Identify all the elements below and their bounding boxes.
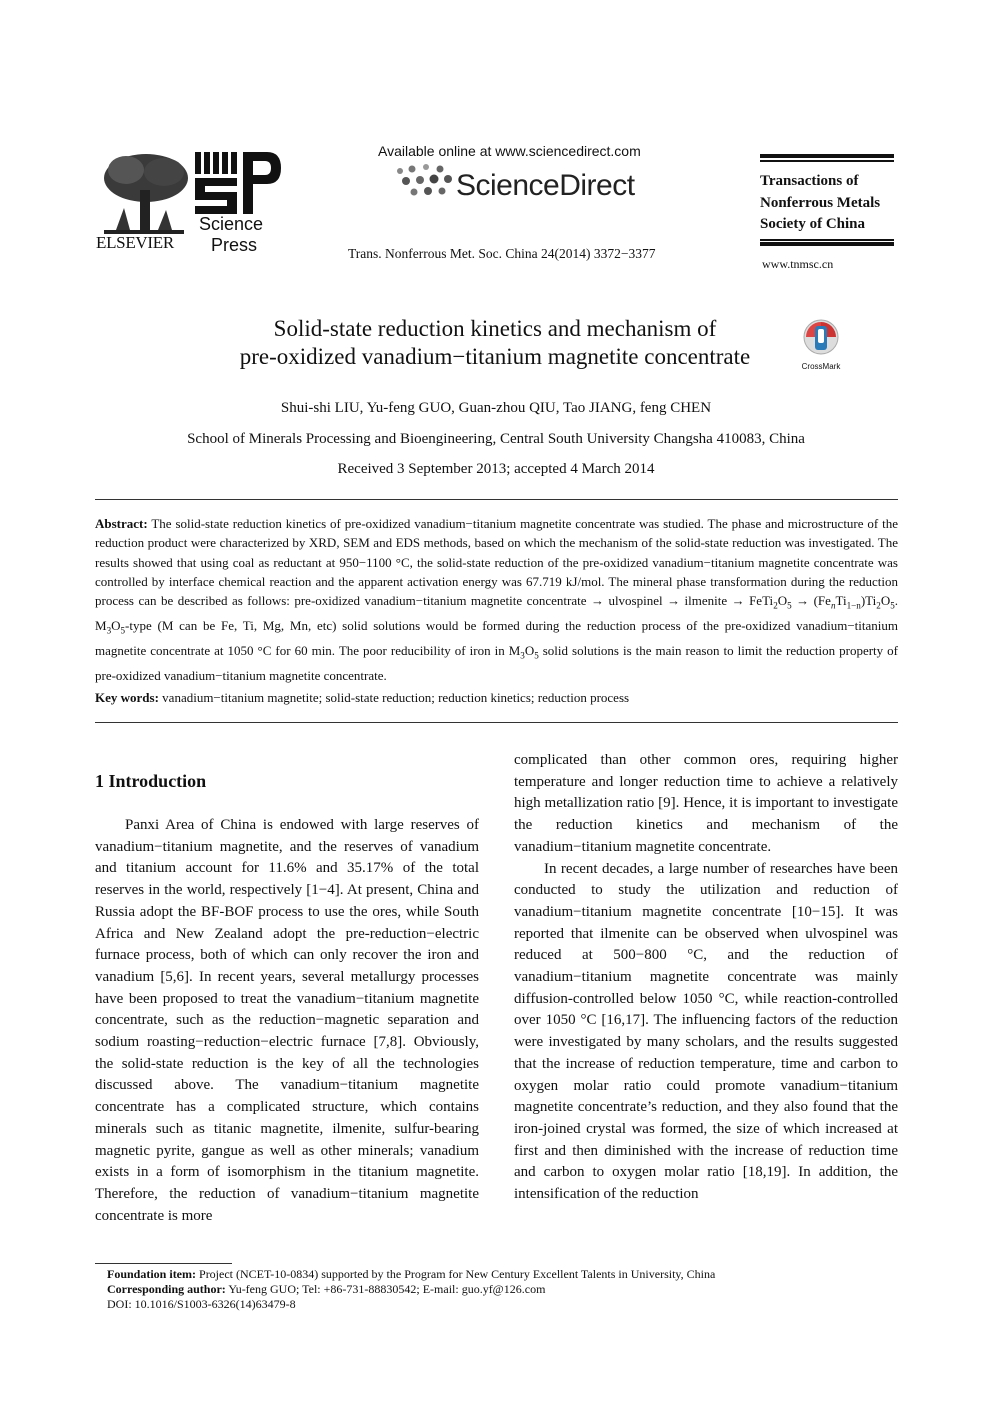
section-heading-introduction: 1 Introduction xyxy=(95,771,207,791)
body-paragraph: complicated than other common ores, requiring higher temperature and longer reduction time to achieve a relatively high metallization ratio [9]. Hence, it is important to investigate the reduction kinetics and mechanism of the vanadium−titanium magnetite concentrate. xyxy=(514,752,898,855)
abstract-text: O xyxy=(524,642,535,658)
subscript: 2 xyxy=(773,600,778,611)
journal-url[interactable]: www.tnmsc.cn xyxy=(762,257,834,271)
received-dates: Received 3 September 2013; accepted 4 March 2014 xyxy=(337,461,655,477)
paper-title-line2: pre-oxidized vanadium−titanium magnetite concentrate xyxy=(239,344,751,369)
subscript: 3 xyxy=(520,650,525,661)
journal-box-rule-top xyxy=(760,154,894,158)
footnote-corresponding-label: Corresponding author: xyxy=(107,1282,226,1296)
crossmark-label: CrossMark xyxy=(801,362,841,371)
subscript: 3 xyxy=(106,625,112,636)
elsevier-wordmark: ELSEVIER xyxy=(96,233,174,252)
abstract-top-rule xyxy=(95,499,898,500)
abstract-text: The solid-state reduction kinetics of pre-oxidized vanadium−titanium magnetite concentrate was studied. The phase and microstructure of the reduction product were characterized by XRD, SEM and EDS methods, based on which the mechanism of the solid-state reduction was investigated. The results showed that using coal as reductant at 950−1100 °C, the solid-state reduction of the pre-oxidized vanadium−titanium magnetite concentrate was controlled by interface chemical reaction and the apparent activation energy was 67.719 kJ/mol. The mineral phase transformation during the reduction process can be described as follows: pre-oxidized vanadium−titanium magnetite concentrate → ulvospinel → ilmenite → FeTi xyxy=(95,516,898,609)
keywords-label: Key words: xyxy=(95,690,159,705)
sciencedirect-availability: Available online at www.sciencedirect.com xyxy=(378,143,641,159)
paper-title xyxy=(150,315,840,371)
footnote-corresponding-text: Yu-feng GUO; Tel: +86-731-88830542; E-mail: guo.yf@126.com xyxy=(225,1282,546,1296)
abstract-text: -type (M can be Fe, Ti, Mg, Mn, etc) solid solutions would be formed during the reduction process of the pre-oxidized vanadium−titanium magnetite concentrate at 1050 °C for 60 min. The poor reducibility of iron in M xyxy=(95,618,898,658)
footnote-foundation-text: Project (NCET-10-0834) supported by the Program for New Century Excellent Talents in University, China xyxy=(196,1267,716,1281)
footnote-foundation-label: Foundation item: xyxy=(107,1267,197,1281)
subscript: 5 xyxy=(120,625,126,636)
subscript: 5 xyxy=(890,600,895,611)
abstract-text: → (Fe xyxy=(791,593,831,609)
footnote-corresponding xyxy=(107,1282,907,1297)
journal-citation: Trans. Nonferrous Met. Soc. China 24(2014) 3372−3377 xyxy=(348,246,656,261)
subscript: n xyxy=(830,600,836,611)
affiliation: School of Minerals Processing and Bioengineering, Central South University Changsha 410083, China xyxy=(187,431,805,447)
journal-box-rule-bottom xyxy=(760,242,894,246)
science-press-logo xyxy=(195,152,281,216)
footnote-doi[interactable]: DOI: 10.1016/S1003-6326(14)63479-8 xyxy=(107,1297,296,1311)
body-paragraph: Panxi Area of China is endowed with large reserves of vanadium−titanium magnetite, and the reserves of vanadium and titanium account for 11.6% and 35.17% of the total reserves in the world, respectively [1−4]. At present, China and Russia adopt the BF-BOF process to use the ores, while South Africa and New Zealand adopt the pre-reduction−electric furnace process, both of which can only recover the iron and vanadium [5,6]. In recent years, several metallurgy processes have been proposed to treat the vanadium−titanium magnetite concentrate, such as the reduction−magnetic separation and sodium roasting−reduction−electric furnace [7,8]. Obviously, the solid-state reduction is the key of all the technologies discussed above. The vanadium−titanium magnetite concentrate has a complicated structure, which contains minerals such as titanic magnetite, ilmenite, sulfur-bearing magnetic pyrite, gangue as well as other minerals; vanadium exists in a form of isomorphism in the titanium magnetite. Therefore, the reduction of vanadium−titanium magnetite concentrate is more xyxy=(95,817,479,1224)
journal-box-rule-top-thin xyxy=(760,160,894,162)
footnote-rule xyxy=(95,1263,232,1264)
crossmark-badge[interactable] xyxy=(800,318,842,371)
keywords xyxy=(95,688,898,707)
crossmark-icon xyxy=(802,318,840,356)
abstract-text: O xyxy=(880,593,891,609)
journal-name xyxy=(760,171,910,236)
journal-name-line2: Nonferrous Metals xyxy=(760,194,881,211)
abstract-text: solid solutions is the main reason to limit the reduction property of pre-oxidized vanadium−titanium magnetite concentrate. xyxy=(95,642,899,683)
abstract-text: . M xyxy=(95,593,898,634)
paper-title-line1: Solid-state reduction kinetics and mechanism of xyxy=(273,316,717,341)
body-column-right xyxy=(514,750,898,1206)
science-press-wordmark xyxy=(199,214,263,256)
sciencedirect-wordmark: ScienceDirect xyxy=(456,169,635,202)
abstract-text: O xyxy=(777,593,788,609)
abstract-bottom-rule xyxy=(95,722,898,723)
body-column-left xyxy=(95,815,479,1227)
body-paragraph: In recent decades, a large number of researches have been conducted to study the utilization and reduction of vanadium−titanium magnetite concentrate [10−15]. It was reported that ilmenite can be observed when ulvospinel was reduced at 500−800 °C, and the reduction of vanadium−titanium magnetite concentrate was mainly diffusion-controlled below 1050 °C, while reaction-controlled over 1050 °C [16,17]. The influencing factors of the reduction were investigated by many scholars, and the results suggested that the increase of reduction temperature, time and carbon to oxygen molar ratio could promote vanadium−titanium magnetite concentrate’s reduction, and they also found that the iron-joined crystal was formed, the size of which increased at first and then diminished with the increase of reduction time and carbon to oxygen molar ratio [18,19]. In addition, the intensification of the reduction xyxy=(514,860,898,1203)
subscript: 5 xyxy=(534,650,539,661)
subscript: 1−n xyxy=(846,600,861,611)
abstract-text: Ti xyxy=(835,593,847,609)
subscript: 5 xyxy=(787,600,792,611)
abstract-text: )Ti xyxy=(860,593,877,609)
sciencedirect-dots-icon xyxy=(394,163,456,203)
abstract-label: Abstract: xyxy=(95,516,148,531)
abstract xyxy=(95,514,898,685)
abstract-text: O xyxy=(111,618,121,634)
keywords-text: vanadium−titanium magnetite; solid-state reduction; reduction kinetics; reduction process xyxy=(158,690,630,705)
science-press-line2: Press xyxy=(211,235,258,255)
subscript: 2 xyxy=(876,600,881,611)
journal-name-line1: Transactions of xyxy=(760,173,859,189)
science-press-line1: Science xyxy=(199,214,264,234)
journal-box-rule-bottom-thin xyxy=(760,239,894,241)
journal-name-line3: Society of China xyxy=(760,216,865,232)
footnote-foundation xyxy=(107,1267,907,1282)
author-list: Shui-shi LIU, Yu-feng GUO, Guan-zhou QIU, Tao JIANG, feng CHEN xyxy=(280,400,712,416)
